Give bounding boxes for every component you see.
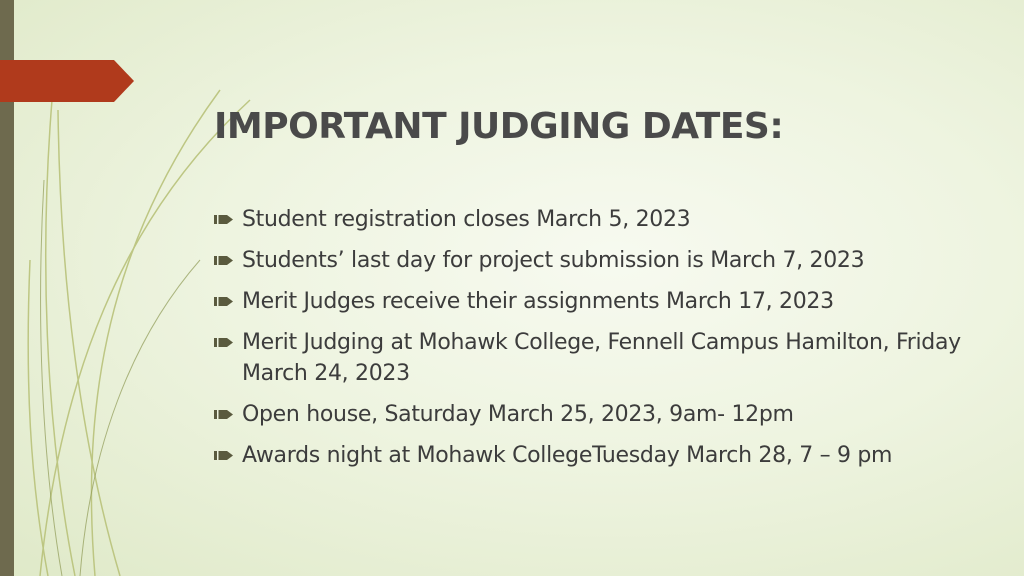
bullet-item (214, 286, 974, 317)
bullet-text: Students’ last day for project submission is March 7, 2023 (242, 248, 865, 273)
bullet-text: Merit Judging at Mohawk College, Fennell Campus Hamilton, Friday March 24, 2023 (242, 330, 961, 386)
bullet-item (214, 399, 974, 430)
pencil-arrow-icon (214, 295, 234, 308)
bullet-item (214, 440, 974, 471)
bullet-text: Student registration closes March 5, 2023 (242, 207, 691, 232)
pencil-arrow-icon (214, 254, 234, 267)
bullet-item (214, 245, 974, 276)
bullet-item (214, 204, 974, 235)
pencil-arrow-icon (214, 449, 234, 462)
pencil-arrow-icon (214, 213, 234, 226)
slide-tab-flag (0, 60, 134, 102)
bullet-text: Awards night at Mohawk CollegeTuesday March 28, 7 – 9 pm (242, 443, 893, 468)
pencil-arrow-icon (214, 408, 234, 421)
bullet-item (214, 327, 974, 389)
slide-title: IMPORTANT JUDGING DATES: (214, 106, 784, 147)
bullet-text: Open house, Saturday March 25, 2023, 9am- 12pm (242, 402, 794, 427)
bullet-list (214, 204, 974, 481)
pencil-arrow-icon (214, 336, 234, 349)
bullet-text: Merit Judges receive their assignments March 17, 2023 (242, 289, 834, 314)
